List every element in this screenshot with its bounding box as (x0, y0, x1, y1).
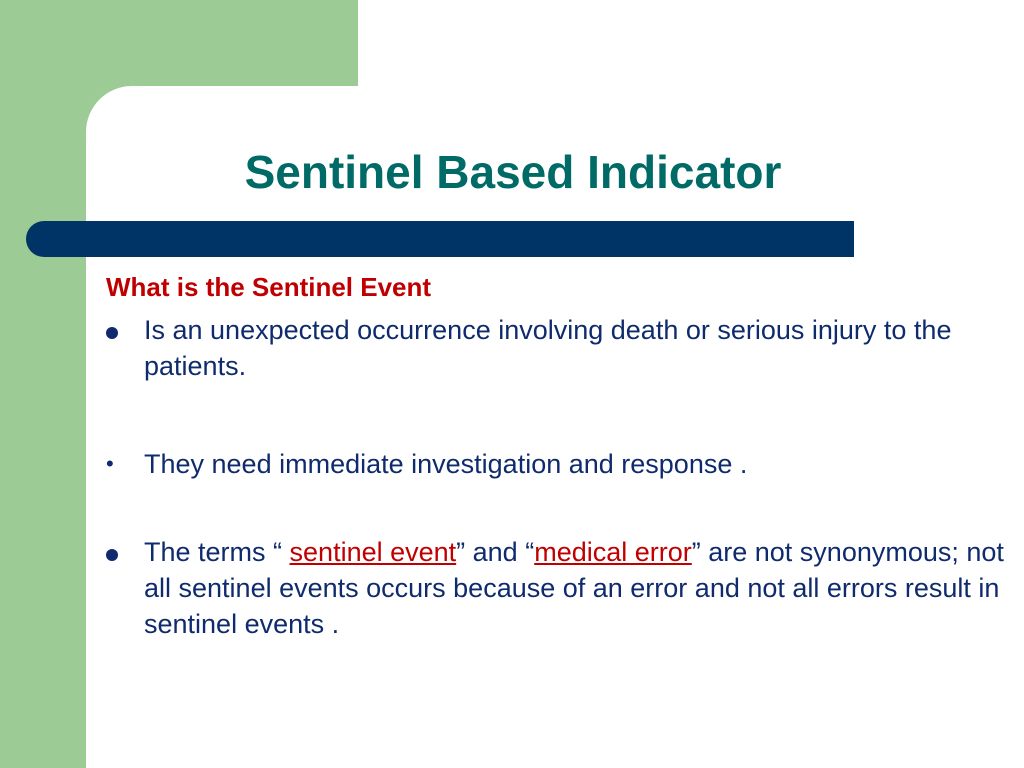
section-subheading: What is the Sentinel Event (106, 272, 432, 302)
bullet-text-part: ” are not synonymous; not all sentinel events occurs because of an error and not all errors result in sentinel events . (144, 537, 1004, 639)
bullet-dot-icon (106, 312, 126, 348)
bullet-item-definition (106, 312, 1006, 384)
slide-body (106, 268, 1006, 642)
bullet-small-dot-icon: • (106, 451, 114, 476)
bullet-item-terms (106, 534, 1006, 642)
bullet-text: They need immediate investigation and response . (144, 449, 748, 479)
sentinel-event-link[interactable]: sentinel event (289, 537, 457, 567)
bullet-item-investigation (106, 446, 1006, 482)
bullet-text-part: ” and “ (456, 537, 535, 567)
bullet-text: Is an unexpected occurrence involving death or serious injury to the patients. (144, 315, 952, 381)
medical-error-link[interactable]: medical error (534, 537, 692, 567)
bullet-text-part: The terms “ (144, 537, 290, 567)
slide-title: Sentinel Based Indicator (244, 146, 782, 198)
title-underline-bar (26, 221, 854, 257)
bullet-dot-icon (106, 534, 126, 570)
